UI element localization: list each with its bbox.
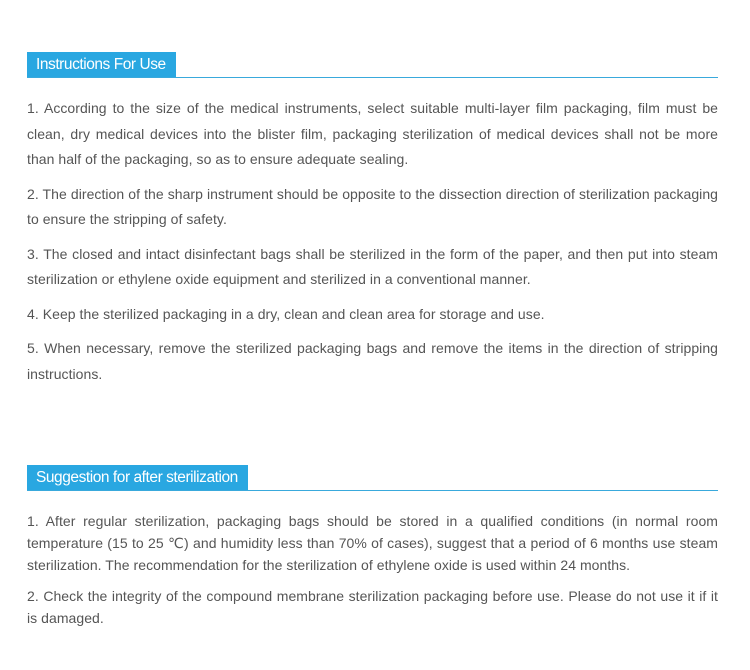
suggestion-header (27, 465, 718, 491)
suggestion-item: 1. After regular sterilization, packaging bags should be stored in a qualified conditions (in normal room temperature (15 to 25 ℃) and humidity less than 70% of cases), suggest that a period of 6 months use steam sterilization. The recommendation for the sterilization of ethylene oxide is used within 24 months. (27, 513, 718, 573)
suggestion-item: 2. Check the integrity of the compound membrane sterilization packaging before use. Please do not use it if it is damaged. (27, 588, 718, 626)
suggestion-title: Suggestion for after sterilization (27, 465, 248, 490)
instructions-section (27, 52, 718, 387)
instructions-title: Instructions For Use (27, 52, 176, 77)
instruction-item: 4. Keep the sterilized packaging in a dry, clean and clean area for storage and use. (27, 305, 545, 322)
instruction-item: 3. The closed and intact disinfectant bags shall be sterilized in the form of the paper, and then put into steam sterilization or ethylene oxide equipment and sterilized in a conventional manner. (27, 245, 718, 287)
suggestion-list (27, 491, 718, 629)
instruction-item: 1. According to the size of the medical instruments, select suitable multi-layer film packaging, film must be clean, dry medical devices into the blister film, packaging sterilization of medical devices shall not be more than half of the packaging, so as to ensure adequate sealing. (27, 100, 718, 167)
instructions-list (27, 78, 718, 387)
instruction-item: 2. The direction of the sharp instrument should be opposite to the dissection direction of sterilization packaging to ensure the stripping of safety. (27, 185, 718, 227)
instruction-item: 5. When necessary, remove the sterilized packaging bags and remove the items in the direction of stripping instructions. (27, 340, 718, 382)
suggestion-section (27, 465, 718, 629)
instructions-header (27, 52, 718, 78)
